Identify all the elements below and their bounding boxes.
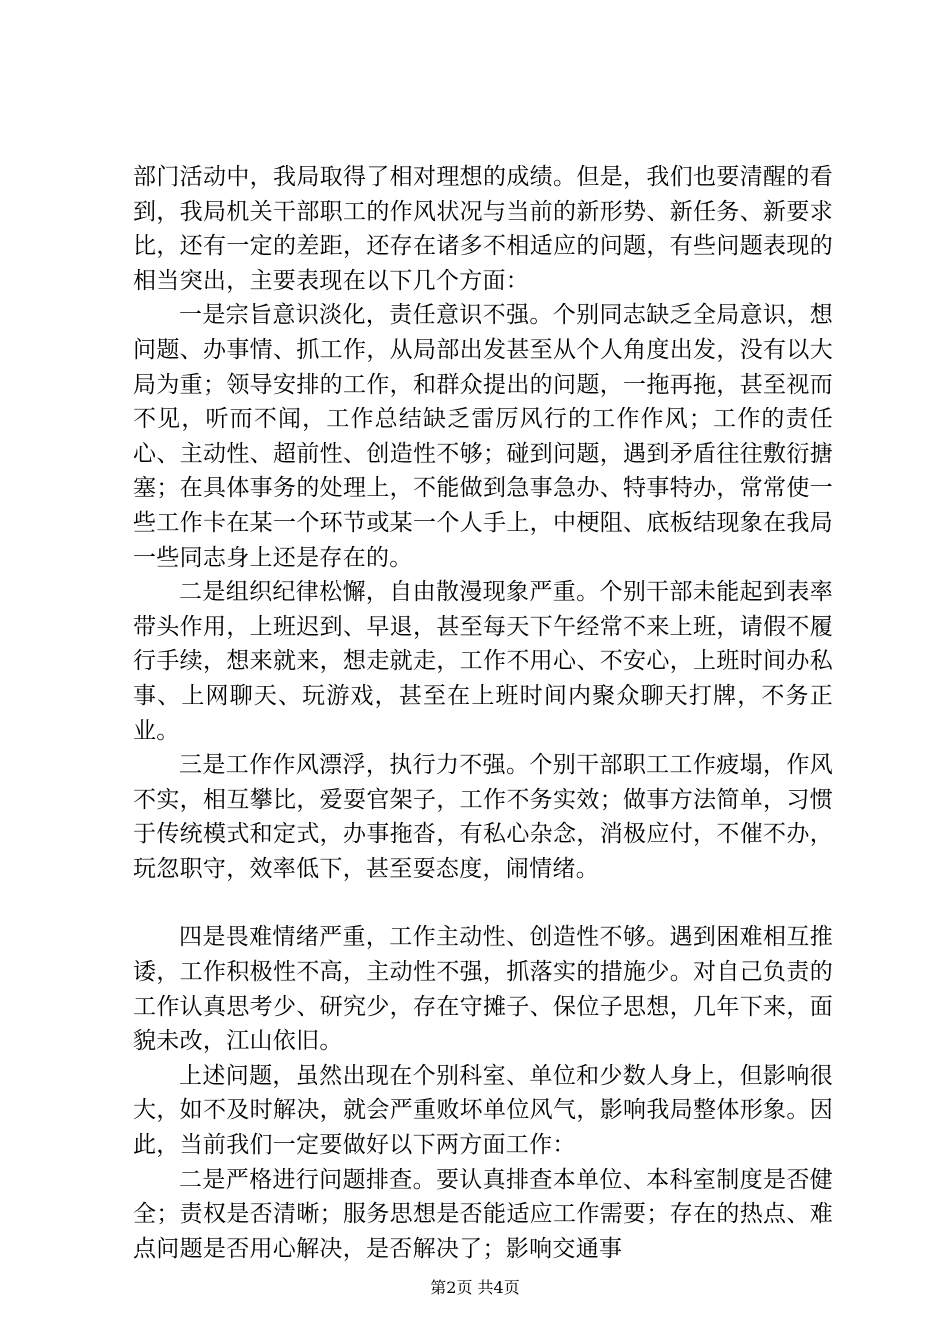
paragraph-intro: 部门活动中，我局取得了相对理想的成绩。但是，我们也要清醒的看到，我局机关干部职工的作风状况与当前的新形势、新任务、新要求比，还有一定的差距，还存在诸多不相适应的问题，有些问题表现的相当突出，主要表现在以下几个方面：	[133, 164, 833, 294]
document-body	[133, 160, 833, 1266]
paragraph-point-three: 三是工作作风漂浮，执行力不强。个别干部职工工作疲塌，作风不实，相互攀比，爱耍官架子，工作不务实效；做事方法简单，习惯于传统模式和定式，办事拖沓，有私心杂念，消极应付，不催不办，玩忽职守，效率低下，甚至耍态度，闹情绪。	[133, 752, 833, 882]
page-footer	[0, 1278, 950, 1298]
page-number: 第2页 共4页	[430, 1278, 520, 1297]
paragraph-point-four: 四是畏难情绪严重，工作主动性、创造性不够。遇到困难相互推诿，工作积极性不高，主动性不强，抓落实的措施少。对自己负责的工作认真思考少、研究少，存在守摊子、保位子思想，几年下来，面貌未改，江山依旧。	[133, 924, 833, 1055]
paragraph-summary: 上述问题，虽然出现在个别科室、单位和少数人身上，但影响很大，如不及时解决，就会严重败坏单位风气，影响我局整体形象。因此，当前我们一定要做好以下两方面工作：	[133, 1062, 833, 1159]
paragraph-point-two: 二是组织纪律松懈，自由散漫现象严重。个别干部未能起到表率带头作用，上班迟到、早退，甚至每天下午经常不来上班，请假不履行手续，想来就来，想走就走，工作不用心、不安心，上班时间办私事、上网聊天、玩游戏，甚至在上班时间内聚众聊天打牌，不务正业。	[133, 579, 833, 744]
paragraph-investigation: 二是严格进行问题排查。要认真排查本单位、本科室制度是否健全；责权是否清晰；服务思想是否能适应工作需要；存在的热点、难点问题是否用心解决，是否解决了；影响交通事	[133, 1166, 833, 1262]
paragraph-point-one: 一是宗旨意识淡化，责任意识不强。个别同志缺乏全局意识，想问题、办事情、抓工作，从局部出发甚至从个人角度出发，没有以大局为重；领导安排的工作，和群众提出的问题，一拖再拖，甚至视而不见，听而不闻，工作总结缺乏雷厉风行的工作作风；工作的责任心、主动性、超前性、创造性不够；碰到问题，遇到矛盾往往敷衍搪塞；在具体事务的处理上，不能做到急事急办、特事特办，常常使一些工作卡在某一个环节或某一个人手上，中梗阻、底板结现象在我局一些同志身上还是存在的。	[133, 302, 833, 571]
